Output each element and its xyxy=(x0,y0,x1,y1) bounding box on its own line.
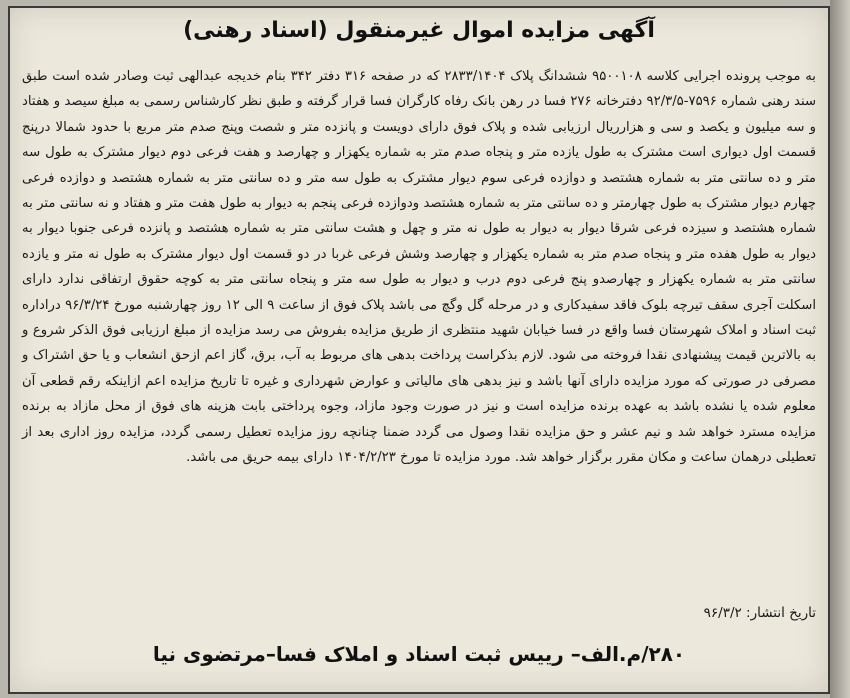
newspaper-clipping xyxy=(8,6,830,694)
scan-edge xyxy=(830,0,850,698)
notice-signature: ۲۸۰/م.الف– رییس ثبت اسناد و املاک فسا–مرتضوی نیا xyxy=(152,642,686,666)
notice-body: به موجب پرونده اجرایی کلاسه ۹۵۰۰۱۰۸ ششدانگ پلاک ۲۸۳۳/۱۴۰۴ که در صفحه ۳۱۶ دفتر ۳۴۲ بنام خدیجه عبدالهی ثبت وصادر شده است طبق سند رهنی شماره ۷۵۹۶-۹۲/۳/۵ دفترخانه ۲۷۶ فسا در رهن بانک رفاه کارگران فسا قرار گرفته و طبق نظر کارشناس رسمی به مبلغ سیصد و هفتاد و سه میلیون و یکصد و سی و هزارریال ارزیابی شده و پلاک فوق دارای دویست و پانزده متر و شصت وپنج صدم متر مربع با حدود شمالا درپنج قسمت اول دیواری است مشترک به طول یازده متر و پنجاه صدم متر به شماره یکهزار و چهارصد و هفت فرعی دوم دیوار مشترک به طول سه متر و ده سانتی متر به شماره هشتصد و دوازده فرعی سوم دیوار مشترک به طول سه متر و ده سانتی متر به شماره هشتصد و دوازده فرعی چهارم دیوار مشترک به طول چهارمتر و ده سانتی متر به شماره هشتصد ودوازده فرعی پنجم به دیوار به طول هفت متر و هفتاد و نه سانتی متر به شماره هشتصد و سیزده فرعی شرقا دیوار به دیوار به طول نه متر و چهل و هشت سانتی متر به شماره هشتصد و پانزده فرعی جنوبا دیوار به دیوار به طول هفده متر و پنجاه صدم متر به شماره یکهزار و چهارصد وشش فرعی غربا در دو قسمت اول دیوار مشترک به طول نه متر و یازده سانتی متر به شماره یکهزار و چهارصدو پنج فرعی دوم درب و دیوار به طول سه متر و پنجاه سانتی متر به کوچه حقوق ارتفاقی ندارد دارای اسکلت آجری سقف تیرچه بلوک فاقد سفیدکاری و در مرحله گل وگچ می باشد پلاک فوق از ساعت ۹ الی ۱۲ روز چهارشنبه مورخ ۹۶/۳/۲۴ دراداره ثبت اسناد و املاک شهرستان فسا واقع در فسا خیابان شهید منتظری از طریق مزایده بفروش می رسد مزایده از مبلغ ارزیابی فوق الذکر شروع و به بالاترین قیمت پیشنهادی نقدا فروخته می شود. لازم بذکراست پرداخت بدهی های مربوط به آب، برق، گاز اعم ازحق انشعاب و یا حق اشتراک و مصرفی در صورتی که مورد مزایده دارای آنها باشد و نیز بدهی های مالیاتی و عوارض شهرداری و غیره تا تاریخ مزایده اعم ازاینکه رقم قطعی آن معلوم شده یا نشده باشد به عهده برنده مزایده است و نیز در صورت وجود مازاد، وجوه پرداختی بابت هزینه های فوق از محل مازاد به برنده مزایده مسترد خواهد شد و نیم عشر و حق مزایده نقدا وصول می گردد ضمنا چنانچه روز مزایده تعطیل رسمی گردد، مزایده روز اداری بعد از تعطیلی درهمان ساعت و مکان مقرر برگزار خواهد شد. مورد مزایده تا مورخ ۱۴۰۴/۲/۲۳ دارای بیمه حریق می باشد. xyxy=(22,69,816,466)
publication-date: تاریخ انتشار: ۹۶/۳/۲ xyxy=(703,605,816,621)
notice-title: آگهی مزایده اموال غیرمنقول (اسناد رهنی) xyxy=(183,18,655,43)
